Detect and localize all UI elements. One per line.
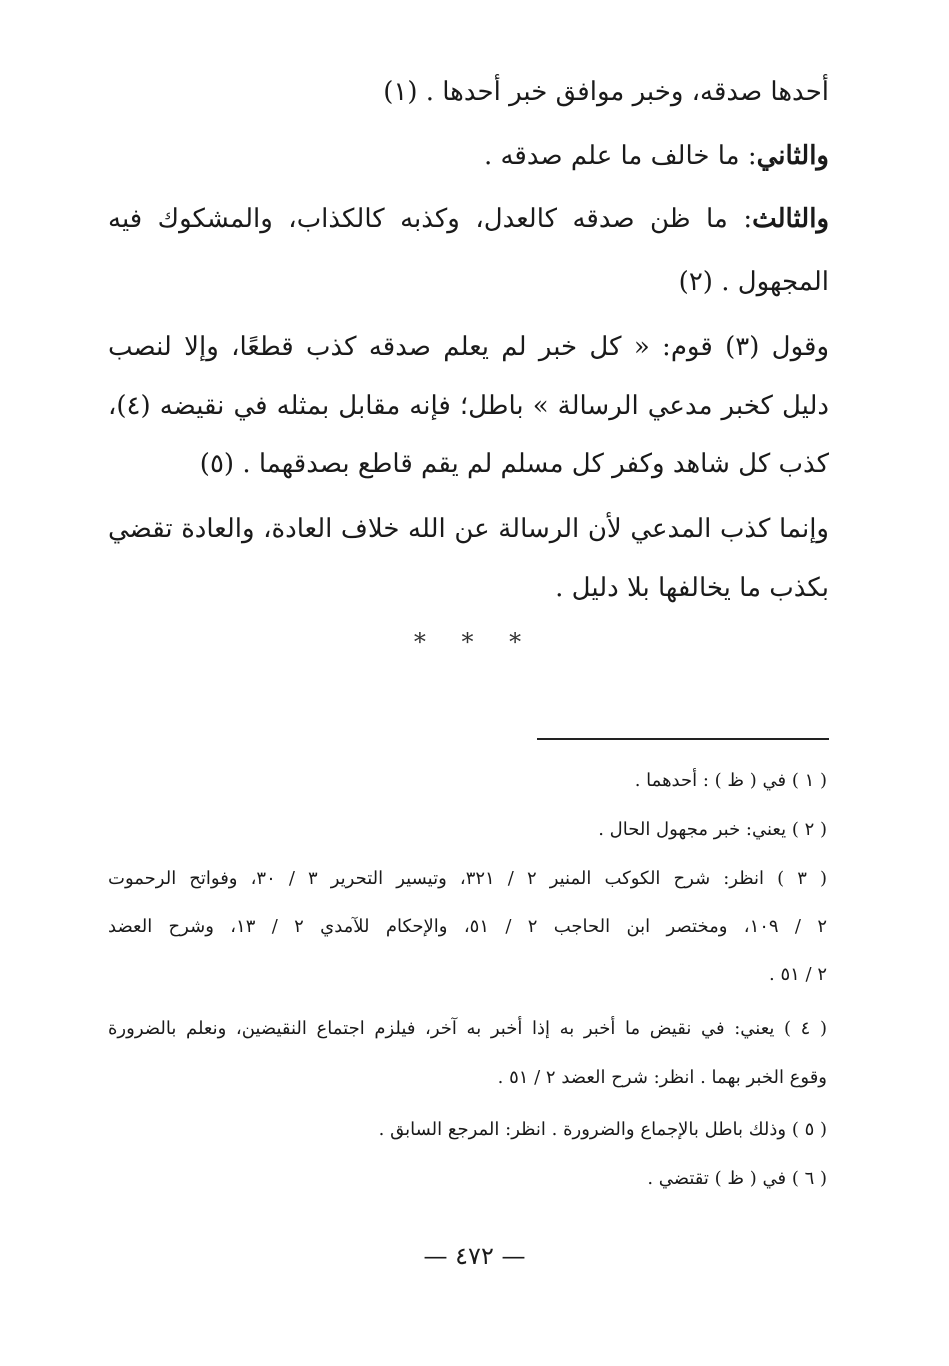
section-term-third: والثالث [752, 204, 829, 234]
body-line-3 [108, 199, 829, 239]
footnote-4-line-1: ( ٤ ) يعني: في نقيض ما أخبر به إذا أخبر به آخر، فيلزم اجتماع النقيضين، ونعلم بالضرورة [108, 1018, 827, 1039]
footnote-3-line-1: ( ٣ ) انظر: شرح الكوكب المنير ٢ / ٣٢١، وتيسير التحرير ٣ / ٣٠، وفواتح الرحموت [108, 868, 827, 889]
body-line-7 [200, 444, 829, 484]
body-text: أحدها صدقه، وخبر موافق خبر أحدها . (١) [383, 77, 829, 107]
footnote-5: ( ٥ ) وذلك باطل بالإجماع والضرورة . انظر: المرجع السابق . [378, 1119, 827, 1140]
body-line-9 [555, 568, 829, 608]
footnote-rule [537, 738, 829, 740]
body-text: وإنما كذب المدعي لأن الرسالة عن الله خلاف العادة، والعادة تقضي [108, 514, 829, 544]
section-separator: * * * [413, 628, 536, 656]
body-line-8 [108, 509, 829, 549]
body-text: بكذب ما يخالفها بلا دليل . [555, 573, 829, 603]
footnote-6: ( ٦ ) في ( ظ ) تقتضي . [647, 1168, 827, 1189]
body-line-6 [108, 386, 829, 426]
section-term-second: والثاني [756, 141, 829, 171]
footnote-3-line-3: ٢ / ٥١ . [769, 964, 827, 985]
body-line-1 [383, 72, 829, 112]
body-text: المجهول . (٢) [678, 267, 829, 297]
body-line-2 [484, 136, 829, 176]
body-text: دليل كخبر مدعي الرسالة » باطل؛ فإنه مقابل بمثله في نقيضه (٤)، [108, 391, 829, 421]
body-line-5 [108, 327, 829, 367]
footnote-2: ( ٢ ) يعني: خبر مجهول الحال . [598, 819, 827, 840]
body-text: وقول (٣) قوم: « كل خبر لم يعلم صدقه كذب قطعًا، وإلا لنصب [108, 332, 829, 362]
page-number: — ٤٧٢ — [423, 1242, 526, 1270]
footnote-1: ( ١ ) في ( ظ ) : أحدهما . [634, 770, 827, 791]
body-line-4 [679, 262, 829, 302]
footnote-4-line-2: وقوع الخبر بهما . انظر: شرح العضد ٢ / ٥١ . [497, 1067, 827, 1088]
footnote-3-line-2: ٢ / ١٠٩، ومختصر ابن الحاجب ٢ / ٥١، والإحكام للآمدي ٢ / ١٣، وشرح العضد [108, 916, 827, 937]
body-text: : ما خالف ما علم صدقه . [483, 141, 757, 171]
body-text: : ما ظن صدقه كالعدل، وكذبه كالكذاب، والمشكوك فيه [108, 204, 753, 234]
body-text: كذب كل شاهد وكفر كل مسلم لم يقم قاطع بصدقهما . (٥) [199, 449, 829, 479]
